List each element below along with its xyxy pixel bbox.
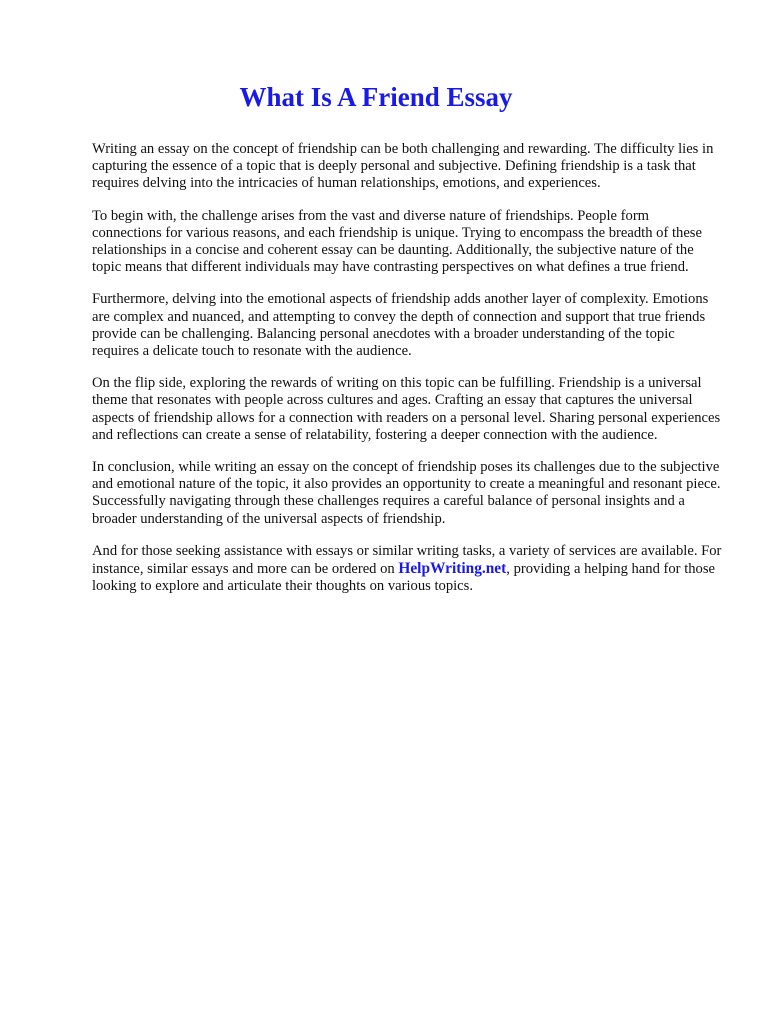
document-body (92, 141, 720, 595)
closing-text-after-link: , providing a helping hand for those looking to explore and articulate their thoughts on various topics. (92, 561, 715, 595)
helpwriting-link[interactable]: HelpWriting.net (398, 560, 507, 578)
paragraph-2: To begin with, the challenge arises from the vast and diverse nature of friendships. People form connections for various reasons, and each friendship is unique. Trying to encompass the breadth of these relationships in a concise and coherent essay can be daunting. Additionally, the subjective nature of the topic means that different individuals may have contrasting perspectives on what defines a true friend. (92, 207, 702, 276)
paragraph-1: Writing an essay on the concept of friendship can be both challenging and rewarding. The difficulty lies in capturing the essence of a topic that is deeply personal and subjective. Defining friendship is a task that requires delving into the intricacies of human relationships, emotions, and experiences. (92, 141, 714, 192)
paragraph-3: Furthermore, delving into the emotional aspects of friendship adds another layer of complexity. Emotions are complex and nuanced, and attempting to convey the depth of connection and support that true friends provide can be challenging. Balancing personal anecdotes with a broader understanding of the topic requires a delicate touch to resonate with the audience. (92, 291, 709, 360)
paragraph-4: On the flip side, exploring the rewards of writing on this topic can be fulfilling. Friendship is a universal theme that resonates with people across cultures and ages. Crafting an essay that captures the universal aspects of friendship allows for a connection with readers on a personal level. Sharing personal experiences and reflections can create a sense of relatability, fostering a deeper connection with the audience. (92, 375, 721, 443)
closing-text-before-link: And for those seeking assistance with essays or similar writing tasks, a variety of services are available. For instance, similar essays and more can be ordered on (92, 542, 722, 578)
closing-paragraph (92, 543, 722, 596)
paragraph-5: In conclusion, while writing an essay on the concept of friendship poses its challenges due to the subjective and emotional nature of the topic, it also provides an opportunity to create a meaningful and resonant piece. Successfully navigating through these challenges requires a careful balance of personal insights and a broader understanding of the universal aspects of friendship. (92, 459, 721, 527)
document-title: What Is A Friend Essay (239, 82, 513, 112)
